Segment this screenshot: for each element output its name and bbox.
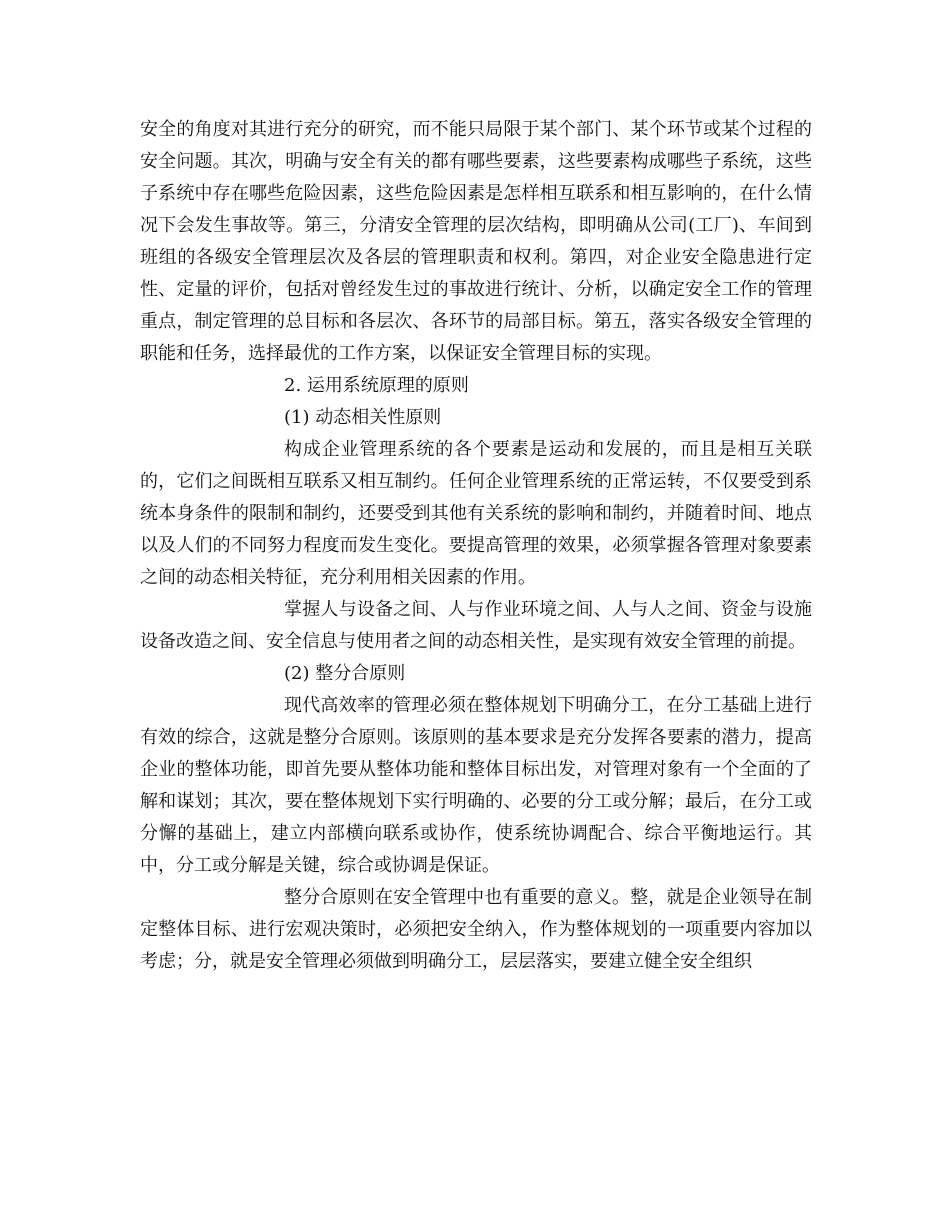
subsection-heading-integration: (2) 整分合原则 (284, 663, 406, 684)
section-heading-system-principle: 2. 运用系统原理的原则 (284, 375, 469, 396)
paragraph-integration-safety: 整分合原则在安全管理中也有重要的意义。整，就是企业领导在制定整体目标、进行宏观决策时，必须把安全纳入，作为整体规划的一项重要内容加以考虑；分，就是安全管理必须做到明确分工，层层落实，要建立健全安全组织 (140, 887, 812, 972)
subsection-heading-dynamic-correlation: (1) 动态相关性原则 (284, 407, 442, 428)
paragraph-integration-principle: 现代高效率的管理必须在整体规划下明确分工，在分工基础上进行有效的综合，这就是整分合原则。该原则的基本要求是充分发挥各要素的潜力，提高企业的整体功能，即首先要从整体功能和整体目标出发，对管理对象有一个全面的了解和谋划；其次，要在整体规划下实行明确的、必要的分工或分解；最后，在分工或分懈的基础上，建立内部横向联系或协作，使系统协调配合、综合平衡地运行。其中，分工或分解是关键，综合或协调是保证。 (140, 695, 812, 876)
paragraph-system-analysis: 安全的角度对其进行充分的研究，而不能只局限于某个部门、某个环节或某个过程的安全问题。其次，明确与安全有关的都有哪些要素，这些要素构成哪些子系统，这些子系统中存在哪些危险因素，这些危险因素是怎样相互联系和相互影响的，在什么情况下会发生事故等。第三，分清安全管理的层次结构，即明确从公司(工厂)、车间到班组的各级安全管理层次及各层的管理职责和权利。第四，对企业安全隐患进行定性、定量的评价，包括对曾经发生过的事故进行统计、分析，以确定安全工作的管理重点，制定管理的总目标和各层次、各环节的局部目标。第五，落实各级安全管理的职能和任务，选择最优的工作方案，以保证安全管理目标的实现。 (140, 119, 812, 364)
paragraph-dynamic-correlation-premise: 掌握人与设备之间、人与作业环境之间、人与人之间、资金与设施设备改造之间、安全信息与使用者之间的动态相关性，是实现有效安全管理的前提。 (140, 599, 812, 652)
document-body (140, 114, 812, 978)
paragraph-dynamic-correlation: 构成企业管理系统的各个要素是运动和发展的，而且是相互关联的，它们之间既相互联系又相互制约。任何企业管理系统的正常运转，不仅要受到系统本身条件的限制和制约，还要受到其他有关系统的影响和制约，并随着时间、地点以及人们的不同努力程度而发生变化。要提高管理的效果，必须掌握各管理对象要素之间的动态相关特征，充分利用相关因素的作用。 (140, 439, 812, 588)
